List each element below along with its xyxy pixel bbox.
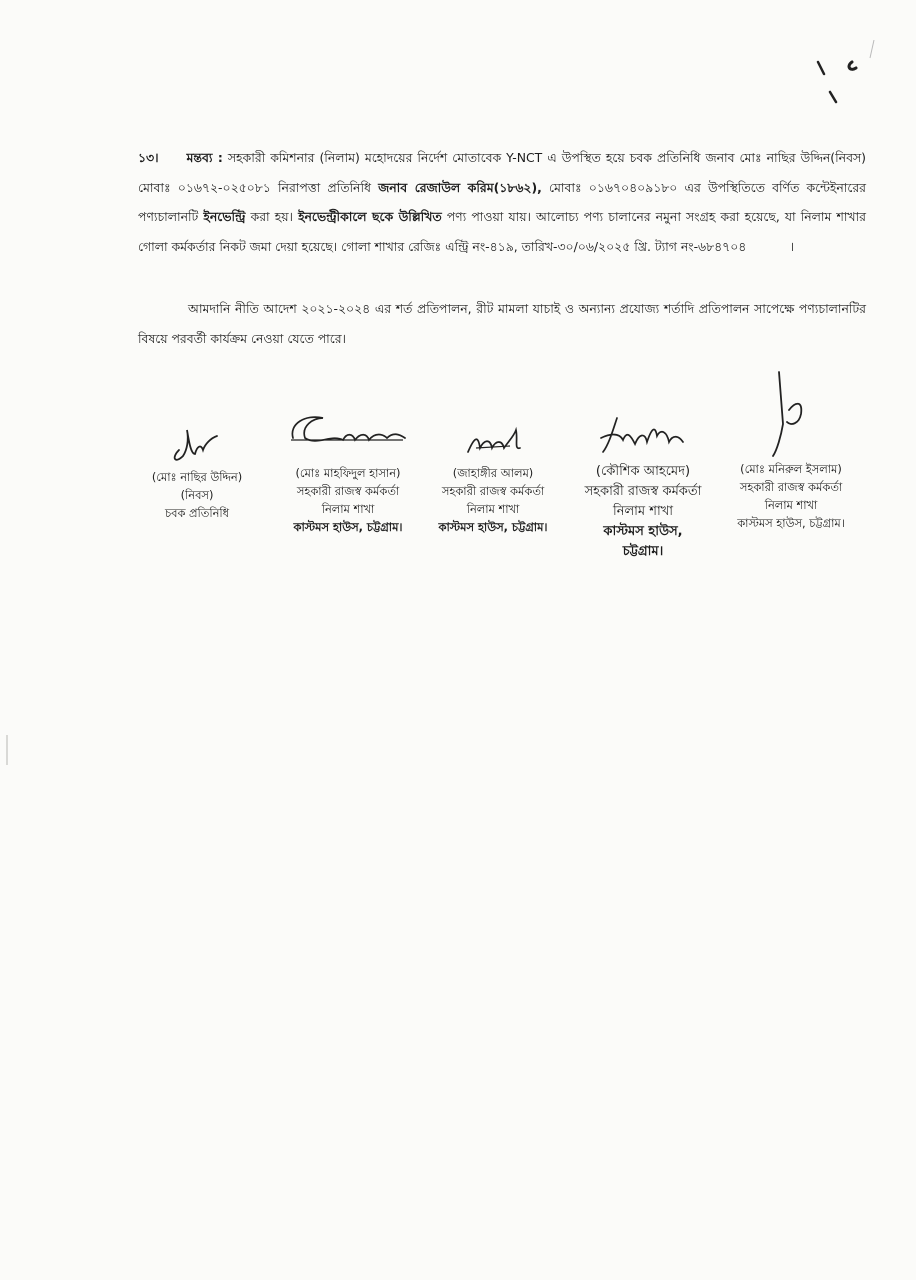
signatory-line3-5: নিলাম শাখা	[764, 498, 818, 512]
signatory-line3-1: চবক প্রতিনিধি	[164, 506, 230, 520]
remarks-text-c: মোবাঃ ০১৬৭০৪০৯১৮০ এর উপস্থিতিতে বর্ণিত কন্টেইনারের পণ্যচালানটি	[138, 179, 866, 224]
handwritten-signature-4	[583, 410, 703, 460]
signatory-line4-5: কাস্টমস হাউস, চট্টগ্রাম।	[737, 516, 845, 530]
signature-block-2	[273, 404, 423, 536]
signature-block-5	[716, 366, 866, 532]
signature-block-3	[418, 418, 568, 536]
signature-block-1	[122, 420, 272, 522]
signatory-line5-4: চট্টগ্রাম।	[622, 544, 664, 559]
remarks-end-mark: ।	[789, 238, 795, 254]
signatory-name-1: (মোঃ নাছির উদ্দিন)	[151, 470, 243, 484]
inventory-phrase: ইনভেন্ট্রীকালে ছকে উল্লিখিত	[298, 209, 442, 224]
signatory-line2-5: সহকারী রাজস্ব কর্মকর্তা	[739, 480, 843, 494]
signatory-name-2: (মোঃ মাহফিদুল হাসান)	[295, 466, 401, 480]
signatory-line2-3: সহকারী রাজস্ব কর্মকর্তা	[441, 484, 545, 498]
signatory-line2-4: সহকারী রাজস্ব কর্মকর্তা	[584, 484, 702, 499]
signatory-line4-2: কাস্টমস হাউস, চট্টগ্রাম।	[293, 520, 403, 534]
handwritten-signature-2	[283, 404, 413, 462]
signatory-line3-2: নিলাম শাখা	[321, 502, 375, 516]
signature-block-4	[568, 410, 718, 562]
item-number: ১৩।	[138, 150, 159, 165]
scan-artifact	[6, 735, 8, 765]
handwritten-signature-3	[448, 418, 538, 462]
signatory-name-5: (মোঃ মনিরুল ইসলাম)	[740, 462, 842, 476]
signatory-name-4: (কৌশিক আহমেদ)	[595, 464, 691, 479]
remarks-text-g: পণ্য পাওয়া যায়। আলোচ্য পণ্য চালানের নমুনা সংগ্রহ করা হয়েছে, যা নিলাম শাখার গোলা কর্মকর্তার নিকট জমা দেয়া হয়েছে। গোলা শাখার রেজিঃ এন্ট্রি নং-৪১৯, তারিখ-৩০/০৬/২০২৫ খ্রি. ট্যাগ নং-৬৮৪৭০৪	[138, 209, 866, 254]
policy-paragraph: আমদানি নীতি আদেশ ২০২১-২০২৪ এর শর্ত প্রতিপালন, রীট মামলা যাচাই ও অন্যান্য প্রযোজ্য শর্তাদি প্রতিপালন সাপেক্ষে পণ্যচালানটির বিষয়ে পরবর্তী কার্যক্রম নেওয়া যেতে পারে।	[138, 301, 866, 346]
handwritten-signature-1	[167, 420, 227, 466]
signatory-line2-2: সহকারী রাজস্ব কর্মকর্তা	[296, 484, 400, 498]
remarks-text-a: সহকারী কমিশনার (নিলাম) মহোদয়ের নির্দেশ মোতাবেক Y-NCT এ উপস্থিত হয়ে চবক প্রতিনিধি জনাব মোঃ নাছির উদ্দিন(নিবস) মোবাঃ ০১৬৭২-০২৫০৮১ নিরাপত্তা প্রতিনিধি	[138, 150, 866, 195]
signatory-line3-4: নিলাম শাখা	[612, 504, 674, 519]
signatory-line4-4: কাস্টমস হাউস,	[603, 524, 683, 539]
signatory-line2-1: (নিবস)	[180, 488, 214, 502]
remarks-label: মন্তব্য :	[186, 150, 223, 165]
handwritten-signature-5	[751, 366, 831, 458]
remarks-text-e: করা হয়।	[250, 209, 293, 224]
security-rep-name: জনাব রেজাউল করিম(১৮৬২),	[378, 179, 542, 195]
handwritten-corner-mark	[800, 40, 880, 120]
inventory-word: ইনভেন্ট্রি	[203, 209, 246, 224]
signatory-line3-3: নিলাম শাখা	[466, 502, 520, 516]
signatory-name-3: (জাহাঙ্গীর আলম)	[452, 466, 534, 480]
signatory-line4-3: কাস্টমস হাউস, চট্টগ্রাম।	[438, 520, 548, 534]
remarks-paragraph	[138, 143, 866, 261]
